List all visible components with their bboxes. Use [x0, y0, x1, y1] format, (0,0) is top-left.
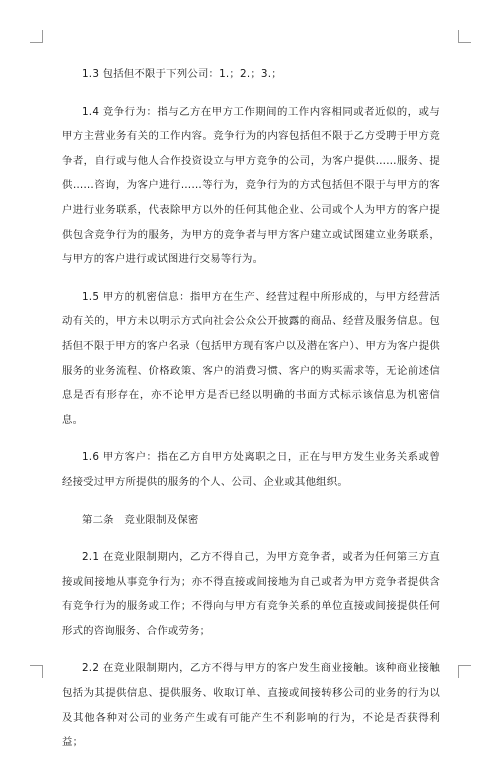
clause-1-5: 1.5 甲方的机密信息：指甲方在生产、经营过程中所形成的，与甲方经营活动有关的，甲方未以明示方式向社会公众公开披露的商品、经营及服务信息。包括但不限于甲方的客户名录（包括甲方现有客户以及潜在客户）、甲方为客户提供服务的业务流程、价格政策、客户的消费习惯、客户的购买需求等，无论前述信息是否有形存在，亦不论甲方是否已经以明确的书面方式标示该信息为机密信息。	[62, 290, 440, 426]
clause-2-2: 2.2 在竞业限制期内，乙方不得与甲方的客户发生商业接触。该种商业接触包括为其提供信息、提供服务、收取订单、直接或间接转移公司的业务的行为以及其他各种对公司的业务产生或有可能产生不利影响的行为，不论是否获得利益；	[62, 662, 440, 749]
document-body	[62, 62, 440, 768]
crop-mark-top-left	[30, 30, 43, 43]
clause-1-4: 1.4 竞争行为：指与乙方在甲方工作期间的工作内容相同或者近似的，或与甲方主营业务有关的工作内容。竞争行为的内容包括但不限于乙方受聘于甲方竞争者，自行或与他人合作投资设立与甲方竞争的公司，为客户提供……服务、提供……咨询，为客户进行……等行为，竞争行为的方式包括但不限于与甲方的客户进行业务联系，代表除甲方以外的任何其他企业、公司或个人为甲方的客户提供包含竞争行为的服务，为甲方的竞争者与甲方客户建立或试图建立业务联系，与甲方的客户进行或试图进行交易等行为。	[62, 105, 440, 266]
crop-mark-bottom-left	[30, 665, 43, 678]
clause-1-6: 1.6 甲方客户：指在乙方自甲方处离职之日，正在与甲方发生业务关系或曾经接受过甲方所提供的服务的个人、公司、企业或其他组织。	[62, 451, 440, 488]
crop-mark-top-right	[458, 30, 471, 43]
clause-1-3: 1.3 包括但不限于下列公司：1.；2.；3.；	[82, 68, 282, 80]
crop-mark-bottom-right	[458, 665, 471, 678]
clause-2-1: 2.1 在竞业限制期内，乙方不得自己，为甲方竞争者，或者为任何第三方直接或间接地从事竞争行为；亦不得直接或间接地为自己或者为甲方竞争者提供含有竞争行为的服务或工作；不得向与甲方有竞争关系的单位直接或间接提供任何形式的咨询服务、合作或劳务；	[62, 551, 440, 637]
article-2-heading: 第二条 竞业限制及保密	[82, 513, 199, 526]
